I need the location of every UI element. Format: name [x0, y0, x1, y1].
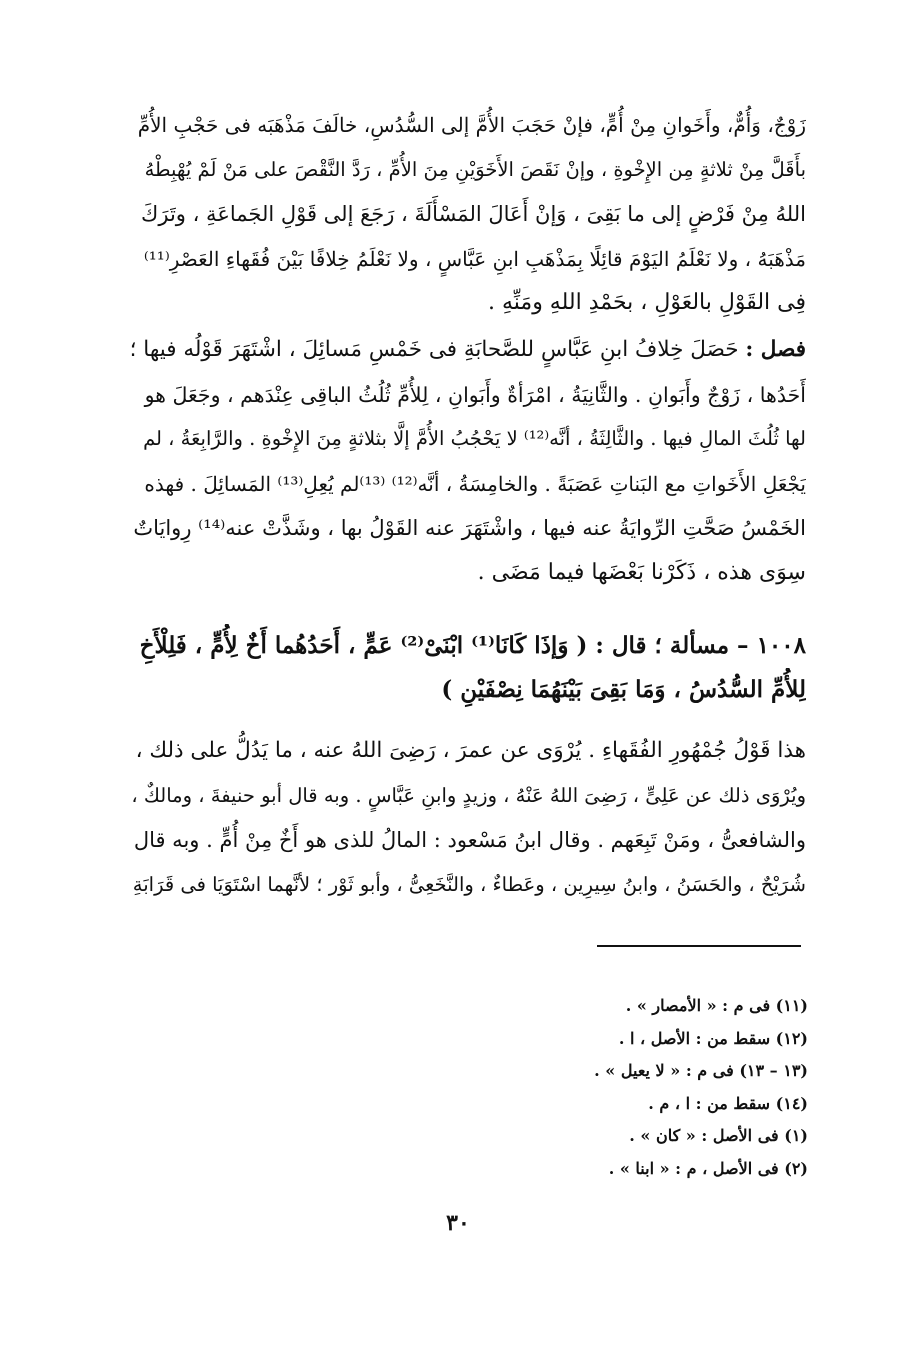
paragraph-4: [130, 729, 806, 907]
paragraph-3-masala: [130, 624, 806, 712]
text-line: أَحَدُها ، زَوْجٌ وأَبَوانِ . والثَّانِيَةُ ، امْرَأةٌ وأَبَوانِ ، لِلأُمِّ ثُلُثُ الباقِى عِنْدَهم ، وجَعَلَ هو: [144, 382, 806, 407]
text-line: فِى القَوْلِ بالعَوْلِ ، بحَمْدِ اللهِ ومَنِّهِ .: [487, 290, 806, 315]
paragraph-1: [130, 103, 806, 326]
text-line: لِلأُمِّ السُّدُسُ ، وَمَا بَقِىَ بَيْنَهُمَا نِصْفَيْنِ ): [441, 676, 806, 703]
text-line: سِوَى هذه ، ذَكَرْنا بَعْضَها فيما مَضَى .: [477, 559, 806, 585]
text-line: زَوْجٌ، وَأُمٌّ، وأَخَوانِ مِنْ أُمٍّ، فإنْ حَجَبَ الأُمَّ إلى السُّدُسِ، خالَفَ مَذْهَبَه فى حَجْبِ الأُمِّ: [137, 113, 806, 137]
text-line: يَجْعَلِ الأَخَواتِ مع البَناتِ عَصَبَةً . والخامِسَةُ ، أنَّه⁽¹²⁾ ⁽¹³⁾لم يُعِلِ⁽¹³⁾ المَسائِلَ . فهذه: [144, 471, 806, 496]
footnote: (١٢) سقط من : الأصل ، ا .: [618, 1028, 808, 1048]
footnote: (١١) فى م : « الأمصار » .: [625, 996, 808, 1015]
footnote: (١٣ – ١٣) فى م : « لا يعيل » .: [594, 1061, 808, 1080]
text-line: الخَمْسُ صَحَّتِ الرِّوايَةُ عنه فيها ، واشْتَهَرَ عنه القَوْلُ بها ، وشَذَّتْ عنه⁽¹⁴⁾ رِوايَاتٌ: [133, 516, 806, 540]
text-line: بأَقَلَّ مِنْ ثلاثةٍ مِن الإِخْوةِ ، وإنْ نَقَصَ الأَخَوَيْنِ مِنَ الأُمِّ ، رَدَّ النَّقْصَ على مَنْ لَمْ يُهْبِطْهُ: [144, 157, 806, 181]
paragraph-2-section: [130, 328, 806, 595]
text-line: ويُرْوَى ذلك عن عَلِىٍّ ، رَضِىَ اللهُ عَنْهُ ، وزيدٍ وابنِ عَبَّاسٍ . وبه قال أبو حنيفةَ ، ومالكٌ ،: [131, 783, 806, 807]
footnotes: [430, 990, 808, 1185]
footnote-divider: [597, 945, 801, 947]
footnote: (١) فى الأصل : « كان » .: [629, 1126, 808, 1145]
footnote: (١٤) سقط من : ا ، م .: [648, 1093, 808, 1113]
text-line: اللهُ مِنْ فَرْضٍ إلى ما بَقِىَ ، وَإنْ أَعَالَ المَسْأَلَةَ ، رَجَعَ إلى قَوْلِ الجَماعَةِ ، وتَرَكَ: [141, 202, 806, 226]
text-line: هذا قَوْلُ جُمْهُورِ الفُقَهاءِ . يُرْوَى عن عمرَ ، رَضِىَ اللهُ عنه ، ما يَدُلُّ على ذلك ،: [135, 738, 806, 763]
text-line: والشافعىُّ ، ومَنْ تَبِعَهم . وقال ابنُ مَسْعود : المالُ للذى هو أَخٌ مِنْ أُمٍّ . وبه قال: [133, 828, 806, 852]
section-heading: فصل :: [745, 337, 806, 362]
text-run: حَصَلَ خِلافُ ابنِ عَبَّاسٍ للصَّحابَةِ فى خَمْسِ مَسائِلَ ، اشْتَهَرَ قَوْلُه فيها ؛: [130, 337, 739, 362]
text-line: مَذْهَبَهُ ، ولا نَعْلَمُ اليَوْمَ قائِلًا بِمَذْهَبِ ابنِ عَبَّاسٍ ، ولا نَعْلَمُ خِلافًا بَيْنَ فُقَهاءِ العَصْرِ⁽¹¹⁾: [143, 246, 806, 271]
text-line: لها ثُلُثَ المالِ فيها . والثَّالِثَةُ ، أنَّه⁽¹²⁾ لا يَحْجُبُ الأُمَّ إلَّا بثلاثةٍ مِنَ الإِخْوةِ . والرَّابِعَةُ ، لم: [143, 427, 806, 450]
text-line: شُرَيْحٌ ، والحَسَنُ ، وابنُ سِيرِين ، وعَطاءٌ ، والنَّخَعِىُّ ، وأبو ثَوْر ؛ لأنَّهما اسْتَوَيَا فى قَرَابَةِ: [132, 872, 806, 896]
text-line: ١٠٠٨ – مسألة ؛ قال : ( وَإذَا كَانَا⁽¹⁾ ابْنَىْ⁽²⁾ عَمٍّ ، أَحَدُهُما أَخٌ لِأُمٍّ ، فَلِلْأَخِ: [139, 632, 806, 659]
footnote: (٢) فى الأصل ، م : « ابنا » .: [608, 1158, 808, 1178]
page-number: ٣٠: [446, 1210, 470, 1236]
text-line: [130, 328, 806, 373]
